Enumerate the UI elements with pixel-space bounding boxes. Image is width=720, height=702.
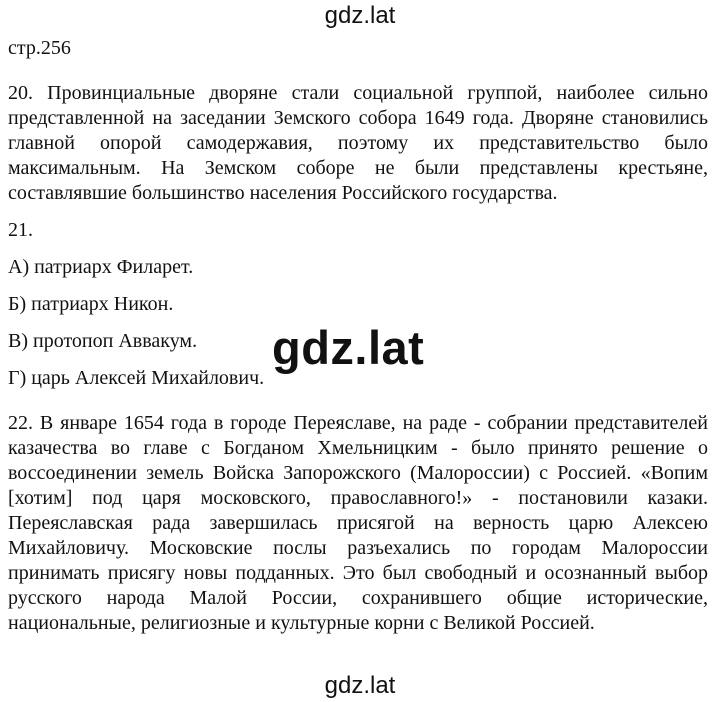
watermark-center: gdz.lat bbox=[272, 321, 425, 374]
answer-21-option-a: А) патриарх Филарет. bbox=[8, 256, 194, 278]
answer-22: 22. В январе 1654 года в городе Переяславе, на раде - собрании представителей казачества во главе с Богданом Хмельницким - было принято решение о воссоединении земель Войска Запорожского (Малороссии) с Россией. «Вопим [хотим] под царя московского, православного!» - постановили казаки. Переяславская рада завершилась присягой на верность царю Алексею Михайловичу. Московские послы разъехались по городам Малороссии принимать присягу новы подданных. Это был свободный и осознанный выбор русского народа Малой России, сохранившего общие исторические, национальные, религиозные и культурные корни с Великой Россией. bbox=[8, 412, 708, 634]
answer-21-option-c: В) протопоп Аввакум. bbox=[8, 330, 198, 352]
answer-20: 20. Провинциальные дворяне стали социальной группой, наиболее сильно представленной на заседании Земского собора 1649 года. Дворяне становились главной опорой самодержавия, поэтому их представительство было максимальным. На Земском соборе не были представлены крестьяне, составлявшие большинство населения Российского государства. bbox=[8, 82, 708, 204]
answer-21-option-d: Г) царь Алексей Михайлович. bbox=[8, 367, 265, 389]
watermark-top: gdz.lat bbox=[324, 2, 396, 29]
answer-21-option-b: Б) патриарх Никон. bbox=[8, 293, 174, 315]
answer-21-number: 21. bbox=[8, 219, 33, 241]
watermark-bottom: gdz.lat bbox=[324, 672, 396, 699]
page-reference: стр.256 bbox=[8, 37, 71, 59]
